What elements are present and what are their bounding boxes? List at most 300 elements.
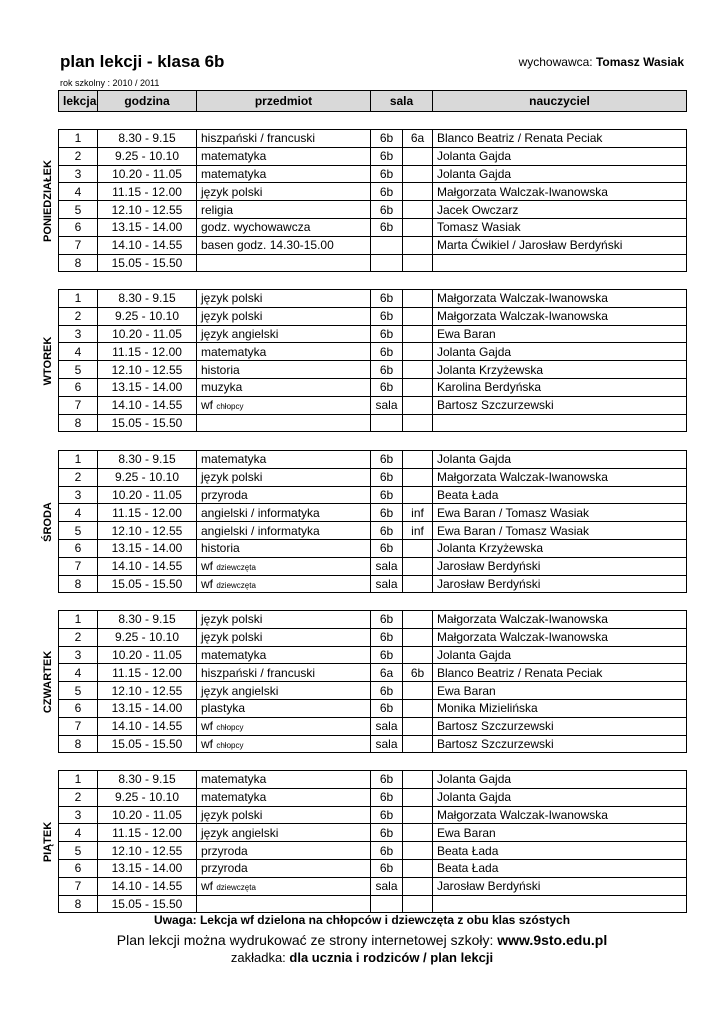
table-row [59, 699, 687, 717]
lesson-number: 8 [59, 414, 98, 432]
lesson-time: 15.05 - 15.50 [98, 735, 197, 753]
subject-name: religia [201, 202, 234, 217]
day-table [58, 129, 687, 272]
table-row [59, 717, 687, 735]
lesson-subject [197, 201, 371, 219]
table-row [59, 414, 687, 432]
subject-name: język polski [201, 470, 263, 485]
lesson-room: sala [371, 735, 403, 753]
lesson-time: 12.10 - 12.55 [98, 361, 197, 379]
lesson-teacher [433, 254, 687, 272]
lesson-room-2 [403, 717, 433, 735]
lesson-subject [197, 646, 371, 664]
lesson-number: 1 [59, 771, 98, 789]
footer-line [0, 932, 724, 948]
subject-name: matematyka [201, 790, 267, 805]
lesson-room-2 [403, 290, 433, 308]
lesson-time: 9.25 - 10.10 [98, 628, 197, 646]
lesson-room: 6b [371, 611, 403, 629]
subject-name: przyroda [201, 861, 248, 876]
lesson-time: 11.15 - 12.00 [98, 183, 197, 201]
lesson-number: 1 [59, 290, 98, 308]
table-row [59, 290, 687, 308]
lesson-room-2 [403, 646, 433, 664]
header-godzina: godzina [98, 91, 197, 112]
lesson-subject [197, 842, 371, 860]
lesson-room: 6b [371, 522, 403, 540]
table-row [59, 236, 687, 254]
lesson-room [371, 414, 403, 432]
table-row [59, 486, 687, 504]
lesson-number: 7 [59, 877, 98, 895]
lesson-teacher: Jolanta Gajda [433, 788, 687, 806]
lesson-number: 1 [59, 130, 98, 148]
day-table [58, 770, 687, 913]
lesson-time: 12.10 - 12.55 [98, 682, 197, 700]
lesson-subject [197, 451, 371, 469]
lesson-room-2 [403, 361, 433, 379]
subject-name: matematyka [201, 772, 267, 787]
lesson-subject [197, 771, 371, 789]
lesson-time: 11.15 - 12.00 [98, 824, 197, 842]
subject-name: historia [201, 541, 240, 556]
lesson-room-2: 6b [403, 664, 433, 682]
lesson-time: 10.20 - 11.05 [98, 806, 197, 824]
lesson-room-2 [403, 735, 433, 753]
header-sala: sala [371, 91, 433, 112]
lesson-subject [197, 628, 371, 646]
lesson-room-2 [403, 468, 433, 486]
lesson-number: 1 [59, 611, 98, 629]
lesson-teacher: Małgorzata Walczak-Iwanowska [433, 468, 687, 486]
day-label: PIĄTEK [42, 821, 54, 863]
lesson-room: 6b [371, 771, 403, 789]
lesson-teacher: Jolanta Gajda [433, 451, 687, 469]
lesson-subject [197, 824, 371, 842]
lesson-room: sala [371, 717, 403, 735]
subject-name: przyroda [201, 487, 248, 502]
lesson-time: 10.20 - 11.05 [98, 165, 197, 183]
subject-name: język polski [201, 630, 263, 645]
lesson-teacher: Małgorzata Walczak-Iwanowska [433, 806, 687, 824]
school-year: rok szkolny : 2010 / 2011 [60, 78, 160, 88]
lesson-room: 6b [371, 201, 403, 219]
footer-tab: dla ucznia i rodziców / plan lekcji [289, 950, 494, 965]
table-row [59, 895, 687, 913]
lesson-room: 6b [371, 378, 403, 396]
lesson-time: 9.25 - 10.10 [98, 788, 197, 806]
lesson-number: 7 [59, 557, 98, 575]
lesson-subject [197, 664, 371, 682]
lesson-teacher: Ewa Baran / Tomasz Wasiak [433, 522, 687, 540]
table-row [59, 504, 687, 522]
lesson-number: 2 [59, 788, 98, 806]
lesson-subject [197, 522, 371, 540]
subject-name: wf [201, 719, 213, 734]
lesson-room-2 [403, 325, 433, 343]
lesson-number: 5 [59, 522, 98, 540]
lesson-teacher: Jolanta Krzyżewska [433, 539, 687, 557]
lesson-number: 5 [59, 842, 98, 860]
lesson-teacher: Jarosław Berdyński [433, 557, 687, 575]
lesson-room: 6b [371, 859, 403, 877]
subject-group: chłopcy [216, 723, 244, 733]
subject-name: angielski / informatyka [201, 523, 320, 538]
lesson-room: 6b [371, 824, 403, 842]
lesson-number: 1 [59, 451, 98, 469]
subject-name: matematyka [201, 166, 267, 181]
lesson-teacher: Blanco Beatriz / Renata Peciak [433, 664, 687, 682]
lesson-subject [197, 290, 371, 308]
lesson-subject [197, 165, 371, 183]
header-lekcja: lekcja [59, 91, 98, 112]
lesson-subject [197, 468, 371, 486]
lesson-room-2 [403, 486, 433, 504]
lesson-teacher: Małgorzata Walczak-Iwanowska [433, 290, 687, 308]
table-row [59, 130, 687, 148]
note: Uwaga: Lekcja wf dzielona na chłopców i dziewczęta z obu klas szóstych [153, 913, 571, 927]
table-row [59, 378, 687, 396]
lesson-number: 8 [59, 575, 98, 593]
lesson-room-2 [403, 806, 433, 824]
header-table [58, 90, 687, 112]
footer-tab-line [0, 950, 724, 965]
table-row [59, 325, 687, 343]
lesson-time: 11.15 - 12.00 [98, 664, 197, 682]
lesson-room-2 [403, 842, 433, 860]
lesson-time: 14.10 - 14.55 [98, 396, 197, 414]
lesson-room: 6b [371, 539, 403, 557]
lesson-teacher: Ewa Baran [433, 325, 687, 343]
subject-name: matematyka [201, 149, 267, 164]
subject-name: język polski [201, 309, 263, 324]
subject-name: muzyka [201, 380, 243, 395]
lesson-room-2 [403, 343, 433, 361]
subject-name: hiszpański / francuski [201, 131, 316, 146]
lesson-room-2 [403, 682, 433, 700]
lesson-time: 14.10 - 14.55 [98, 557, 197, 575]
lesson-number: 6 [59, 539, 98, 557]
table-row [59, 201, 687, 219]
lesson-subject [197, 788, 371, 806]
lesson-room: sala [371, 396, 403, 414]
lesson-number: 4 [59, 664, 98, 682]
lesson-room-2: inf [403, 522, 433, 540]
day-label: WTOREK [42, 336, 54, 386]
subject-name: przyroda [201, 843, 248, 858]
lesson-room [371, 254, 403, 272]
lesson-time: 13.15 - 14.00 [98, 699, 197, 717]
table-row [59, 664, 687, 682]
lesson-subject [197, 557, 371, 575]
subject-group: dziewczęta [216, 883, 256, 893]
lesson-teacher: Bartosz Szczurzewski [433, 396, 687, 414]
lesson-subject [197, 378, 371, 396]
lesson-subject [197, 504, 371, 522]
lesson-room: 6b [371, 806, 403, 824]
table-row [59, 218, 687, 236]
lesson-number: 8 [59, 254, 98, 272]
lesson-number: 4 [59, 183, 98, 201]
table-row [59, 877, 687, 895]
lesson-room-2: 6a [403, 130, 433, 148]
lesson-room: 6b [371, 486, 403, 504]
lesson-room: 6b [371, 361, 403, 379]
subject-name: język angielski [201, 683, 279, 698]
lesson-time: 11.15 - 12.00 [98, 504, 197, 522]
table-row [59, 611, 687, 629]
lesson-number: 7 [59, 717, 98, 735]
lesson-room-2 [403, 824, 433, 842]
lesson-room: 6b [371, 646, 403, 664]
lesson-time: 13.15 - 14.00 [98, 378, 197, 396]
subject-name: hiszpański / francuski [201, 665, 316, 680]
lesson-time: 13.15 - 14.00 [98, 218, 197, 236]
lesson-number: 6 [59, 699, 98, 717]
lesson-room: 6b [371, 343, 403, 361]
lesson-room-2 [403, 307, 433, 325]
lesson-number: 5 [59, 201, 98, 219]
lesson-number: 5 [59, 682, 98, 700]
lesson-room: 6b [371, 147, 403, 165]
lesson-teacher: Jolanta Gajda [433, 147, 687, 165]
lesson-number: 7 [59, 236, 98, 254]
lesson-teacher: Małgorzata Walczak-Iwanowska [433, 183, 687, 201]
lesson-subject [197, 147, 371, 165]
subject-name: plastyka [201, 701, 246, 716]
lesson-subject [197, 414, 371, 432]
lesson-number: 7 [59, 396, 98, 414]
lesson-subject [197, 396, 371, 414]
table-row [59, 343, 687, 361]
lesson-subject [197, 218, 371, 236]
lesson-subject [197, 254, 371, 272]
day-table [58, 610, 687, 753]
lesson-room: 6a [371, 664, 403, 682]
lesson-subject [197, 717, 371, 735]
subject-name: basen godz. 14.30-15.00 [201, 238, 334, 253]
lesson-room-2 [403, 575, 433, 593]
footer-url[interactable]: www.9sto.edu.pl [497, 932, 608, 948]
table-row [59, 165, 687, 183]
lesson-room: 6b [371, 130, 403, 148]
lesson-room: 6b [371, 788, 403, 806]
subject-name: język polski [201, 184, 263, 199]
lesson-teacher: Blanco Beatriz / Renata Peciak [433, 130, 687, 148]
lesson-subject [197, 130, 371, 148]
table-row [59, 451, 687, 469]
lesson-subject [197, 183, 371, 201]
lesson-subject [197, 575, 371, 593]
lesson-room: 6b [371, 218, 403, 236]
subject-name: matematyka [201, 647, 267, 662]
lesson-room: sala [371, 575, 403, 593]
lesson-time: 15.05 - 15.50 [98, 414, 197, 432]
table-row [59, 522, 687, 540]
lesson-room: sala [371, 557, 403, 575]
lesson-teacher: Tomasz Wasiak [433, 218, 687, 236]
lesson-number: 2 [59, 147, 98, 165]
table-row [59, 842, 687, 860]
lesson-room-2 [403, 451, 433, 469]
lesson-teacher: Ewa Baran [433, 682, 687, 700]
table-row [59, 628, 687, 646]
footer-tab-label: zakładka: [230, 950, 286, 965]
lesson-time: 14.10 - 14.55 [98, 236, 197, 254]
subject-name: język angielski [201, 326, 279, 341]
lesson-room-2 [403, 539, 433, 557]
class-teacher-name: Tomasz Wasiak [595, 55, 684, 69]
lesson-subject [197, 611, 371, 629]
subject-group: chłopcy [216, 740, 244, 750]
class-teacher-label: wychowawca: [518, 55, 593, 69]
lesson-room: 6b [371, 504, 403, 522]
lesson-room-2 [403, 771, 433, 789]
lesson-number: 3 [59, 325, 98, 343]
lesson-number: 6 [59, 378, 98, 396]
subject-name: język polski [201, 291, 263, 306]
lesson-teacher: Jacek Owczarz [433, 201, 687, 219]
lesson-time: 11.15 - 12.00 [98, 343, 197, 361]
lesson-teacher: Jolanta Gajda [433, 646, 687, 664]
lesson-room: 6b [371, 699, 403, 717]
lesson-subject [197, 343, 371, 361]
lesson-subject [197, 806, 371, 824]
table-row [59, 254, 687, 272]
table-row [59, 147, 687, 165]
class-teacher [519, 55, 684, 69]
lesson-subject [197, 486, 371, 504]
lesson-number: 6 [59, 859, 98, 877]
lesson-room-2 [403, 378, 433, 396]
subject-name: angielski / informatyka [201, 505, 320, 520]
lesson-subject [197, 682, 371, 700]
lesson-room: 6b [371, 451, 403, 469]
lesson-time: 12.10 - 12.55 [98, 522, 197, 540]
lesson-teacher: Jolanta Gajda [433, 165, 687, 183]
lesson-room [371, 895, 403, 913]
table-row [59, 539, 687, 557]
subject-name: język angielski [201, 825, 279, 840]
lesson-subject [197, 895, 371, 913]
lesson-room-2 [403, 557, 433, 575]
subject-group: dziewczęta [216, 563, 256, 573]
lesson-room-2 [403, 788, 433, 806]
subject-name: wf [201, 559, 213, 574]
lesson-number: 3 [59, 806, 98, 824]
table-row [59, 771, 687, 789]
lesson-subject [197, 539, 371, 557]
lesson-time: 10.20 - 11.05 [98, 646, 197, 664]
subject-name: wf [201, 398, 213, 413]
lesson-teacher: Marta Ćwikiel / Jarosław Berdyński [433, 236, 687, 254]
subject-group: dziewczęta [216, 580, 256, 590]
lesson-number: 3 [59, 165, 98, 183]
lesson-time: 8.30 - 9.15 [98, 451, 197, 469]
lesson-room: 6b [371, 165, 403, 183]
subject-name: godz. wychowawcza [201, 220, 311, 235]
lesson-teacher: Jolanta Gajda [433, 771, 687, 789]
lesson-time: 10.20 - 11.05 [98, 486, 197, 504]
day-label: CZWARTEK [42, 650, 54, 714]
lesson-number: 2 [59, 628, 98, 646]
lesson-room-2 [403, 877, 433, 895]
lesson-room: 6b [371, 183, 403, 201]
table-row [59, 788, 687, 806]
lesson-room-2 [403, 183, 433, 201]
lesson-room: 6b [371, 842, 403, 860]
header-przedmiot: przedmiot [197, 91, 371, 112]
lesson-time: 12.10 - 12.55 [98, 201, 197, 219]
table-row [59, 824, 687, 842]
lesson-teacher: Karolina Berdyńska [433, 378, 687, 396]
subject-name: język polski [201, 612, 263, 627]
lesson-teacher: Jarosław Berdyński [433, 877, 687, 895]
lesson-number: 4 [59, 504, 98, 522]
lesson-time: 9.25 - 10.10 [98, 147, 197, 165]
subject-name: matematyka [201, 452, 267, 467]
page-title: plan lekcji - klasa 6b [60, 52, 225, 71]
table-row [59, 468, 687, 486]
lesson-time: 8.30 - 9.15 [98, 771, 197, 789]
lesson-time: 13.15 - 14.00 [98, 539, 197, 557]
lesson-time: 8.30 - 9.15 [98, 290, 197, 308]
lesson-subject [197, 236, 371, 254]
day-label: PONIEDZIAŁEK [42, 160, 54, 242]
lesson-number: 2 [59, 307, 98, 325]
lesson-number: 4 [59, 824, 98, 842]
lesson-time: 14.10 - 14.55 [98, 717, 197, 735]
lesson-number: 8 [59, 735, 98, 753]
table-row [59, 396, 687, 414]
lesson-room: 6b [371, 307, 403, 325]
lesson-teacher: Beata Łada [433, 486, 687, 504]
table-row [59, 735, 687, 753]
lesson-room-2 [403, 699, 433, 717]
lesson-teacher [433, 895, 687, 913]
lesson-room: 6b [371, 325, 403, 343]
lesson-room: 6b [371, 290, 403, 308]
lesson-room-2 [403, 218, 433, 236]
lesson-subject [197, 735, 371, 753]
table-row [59, 682, 687, 700]
subject-group: chłopcy [216, 402, 244, 412]
lesson-teacher: Bartosz Szczurzewski [433, 717, 687, 735]
lesson-time: 9.25 - 10.10 [98, 468, 197, 486]
lesson-room: 6b [371, 682, 403, 700]
lesson-subject [197, 877, 371, 895]
lesson-subject [197, 699, 371, 717]
lesson-subject [197, 307, 371, 325]
lesson-teacher: Jarosław Berdyński [433, 575, 687, 593]
lesson-teacher: Małgorzata Walczak-Iwanowska [433, 628, 687, 646]
lesson-room [371, 236, 403, 254]
lesson-subject [197, 361, 371, 379]
lesson-room-2 [403, 236, 433, 254]
table-row [59, 859, 687, 877]
lesson-teacher: Jolanta Krzyżewska [433, 361, 687, 379]
lesson-number: 3 [59, 486, 98, 504]
footer-text: Plan lekcji można wydrukować ze strony internetowej szkoły: [116, 932, 494, 948]
lesson-number: 6 [59, 218, 98, 236]
lesson-room-2 [403, 414, 433, 432]
lesson-number: 4 [59, 343, 98, 361]
lesson-room-2 [403, 254, 433, 272]
lesson-time: 15.05 - 15.50 [98, 254, 197, 272]
lesson-teacher: Ewa Baran / Tomasz Wasiak [433, 504, 687, 522]
day-table [58, 289, 687, 432]
lesson-teacher: Beata Łada [433, 859, 687, 877]
